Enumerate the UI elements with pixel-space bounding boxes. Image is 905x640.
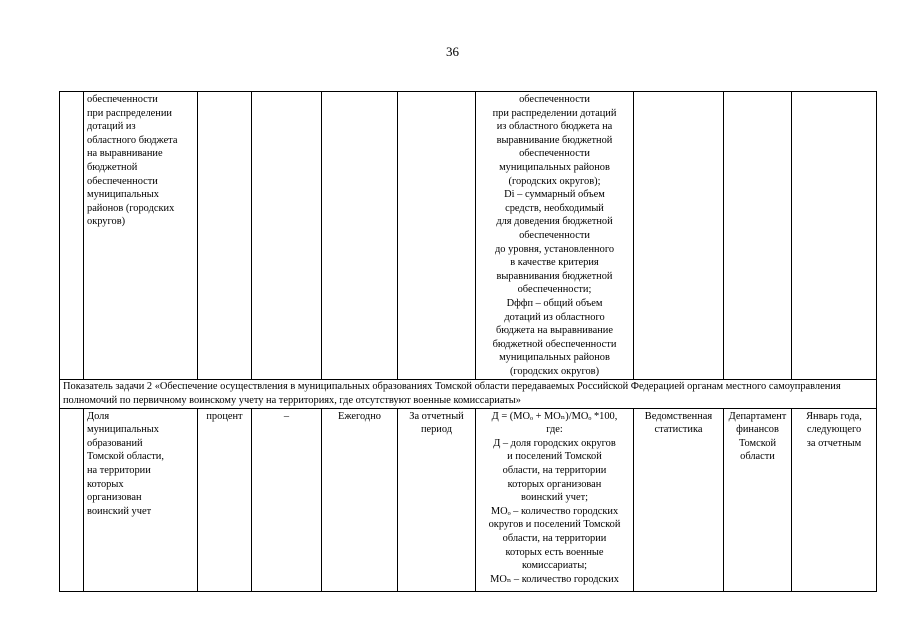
cell-periodicity: Ежегодно [322,408,398,591]
cell-responsible [724,92,792,380]
cell-indicator-name: Доля муниципальных образований Томской области, на территории которых организован воинский учет [84,408,198,591]
cell-dash [252,92,322,380]
cell-period [398,92,476,380]
table-row [60,408,877,591]
cell-unit [198,92,252,380]
cell-deadline: Январь года, следующего за отчетным [792,408,877,591]
page-number: 36 [446,44,459,59]
section-header: Показатель задачи 2 «Обеспечение осуществления в муниципальных образованиях Томской области передаваемых Российской Федерацией органам местного самоуправления полномочий по первичному воинскому учету на территориях, где отсутствуют военные комиссариаты» [60,380,877,408]
cell-responsible: Департамент финансов Томской области [724,408,792,591]
cell-indicator-name: обеспеченности при распределении дотаций из областного бюджета на выравнивание бюджетной обеспеченности муниципальных районов (городских округов) [84,92,198,380]
cell-formula: обеспеченности при распределении дотаций из областного бюджета на выравнивание бюджетной обеспеченности муниципальных районов (городских округов); Di – суммарный объем средств, необходимый для доведения бюджетной обеспеченности до уровня, установленного в качестве критерия выравнивания бюджетной обеспеченности; Dффп – общий объем дотаций из областного бюджета на выравнивание бюджетной обеспеченности муниципальных районов (городских округов) [476,92,634,380]
cell-formula: Д = (МОₒ + МОₙ)/МОₒ *100, где: Д – доля городских округов и поселений Томской области, на территории которых организован воинский учет; МОₒ – количество городских округов и поселений Томской области, на территории которых есть военные комиссариаты; МОₙ – количество городских [476,408,634,591]
cell-source [634,92,724,380]
section-header-row [60,380,877,408]
table-row [60,92,877,380]
cell-unit: процент [198,408,252,591]
cell-dash: – [252,408,322,591]
cell-period: За отчетный период [398,408,476,591]
cell-number [60,92,84,380]
indicators-table [59,91,877,592]
cell-source: Ведомственная статистика [634,408,724,591]
cell-number [60,408,84,591]
cell-periodicity [322,92,398,380]
cell-deadline [792,92,877,380]
